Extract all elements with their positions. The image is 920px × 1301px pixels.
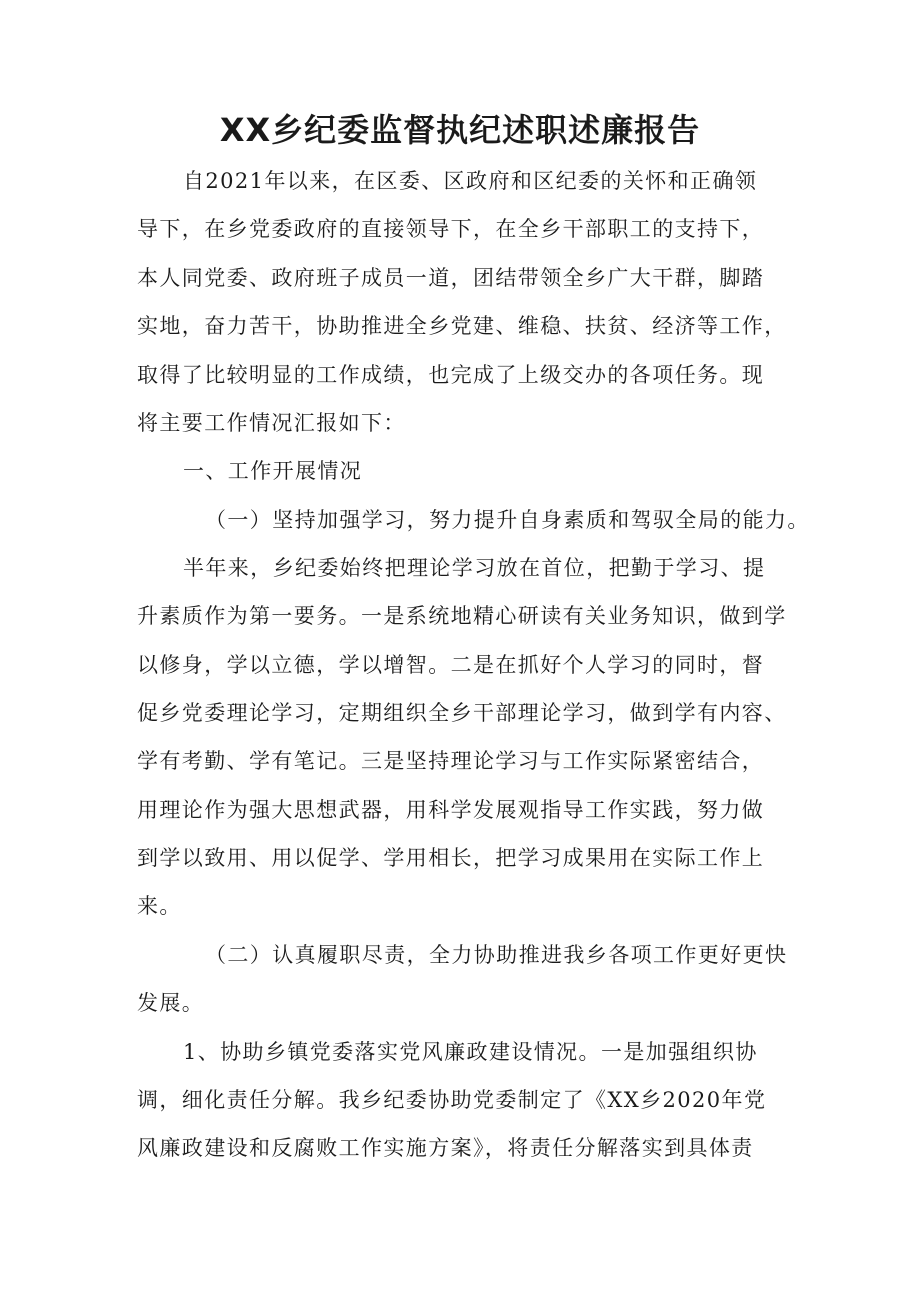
- paragraph-line: 导下，在乡党委政府的直接领导下，在全乡干部职工的支持下，: [137, 217, 765, 241]
- subsection-heading: （二）认真履职尽责，全力协助推进我乡各项工作更好更快: [205, 943, 788, 967]
- paragraph-line: 风廉政建设和反腐败工作实施方案》，将责任分解落实到具体责: [137, 1136, 754, 1160]
- paragraph-line: 1、协助乡镇党委落实党风廉政建设情况。一是加强组织协: [183, 1040, 758, 1064]
- paragraph-line: 以修身，学以立德，学以增智。二是在抓好个人学习的同时，督: [137, 653, 765, 677]
- paragraph-line: 半年来，乡纪委始终把理论学习放在首位，把勤于学习、提: [183, 556, 766, 580]
- paragraph-line: 取得了比较明显的工作成绩，也完成了上级交办的各项任务。现: [137, 363, 765, 387]
- paragraph-line: 促乡党委理论学习，定期组织全乡干部理论学习，做到学有内容、: [137, 701, 787, 725]
- paragraph-line: 来。: [137, 894, 182, 918]
- paragraph-line: 学有考勤、学有笔记。三是坚持理论学习与工作实际紧密结合，: [137, 749, 765, 773]
- paragraph-line: 自2021年以来，在区委、区政府和区纪委的关怀和正确领: [183, 169, 758, 193]
- paragraph-line: 本人同党委、政府班子成员一道，团结带领全乡广大干群，脚踏: [137, 266, 765, 290]
- paragraph-line: 到学以致用、用以促学、学用相长，把学习成果用在实际工作上: [137, 846, 765, 870]
- paragraph-line: 实地，奋力苦干，协助推进全乡党建、维稳、扶贫、经济等工作，: [137, 314, 787, 338]
- section-heading: 一、工作开展情况: [183, 459, 363, 483]
- paragraph-line: 调，细化责任分解。我乡纪委协助党委制定了《XX乡2020年党: [137, 1088, 767, 1112]
- subsection-heading-cont: 发展。: [137, 991, 205, 1015]
- paragraph-line: 将主要工作情况汇报如下：: [137, 411, 406, 435]
- subsection-heading: （一）坚持加强学习，努力提升自身素质和驾驭全局的能力。: [205, 508, 810, 532]
- paragraph-line: 用理论作为强大思想武器，用科学发展观指导工作实践，努力做: [137, 798, 765, 822]
- paragraph-line: 升素质作为第一要务。一是系统地精心研读有关业务知识，做到学: [137, 604, 787, 628]
- document-title: XX乡纪委监督执纪述职述廉报告: [219, 111, 701, 149]
